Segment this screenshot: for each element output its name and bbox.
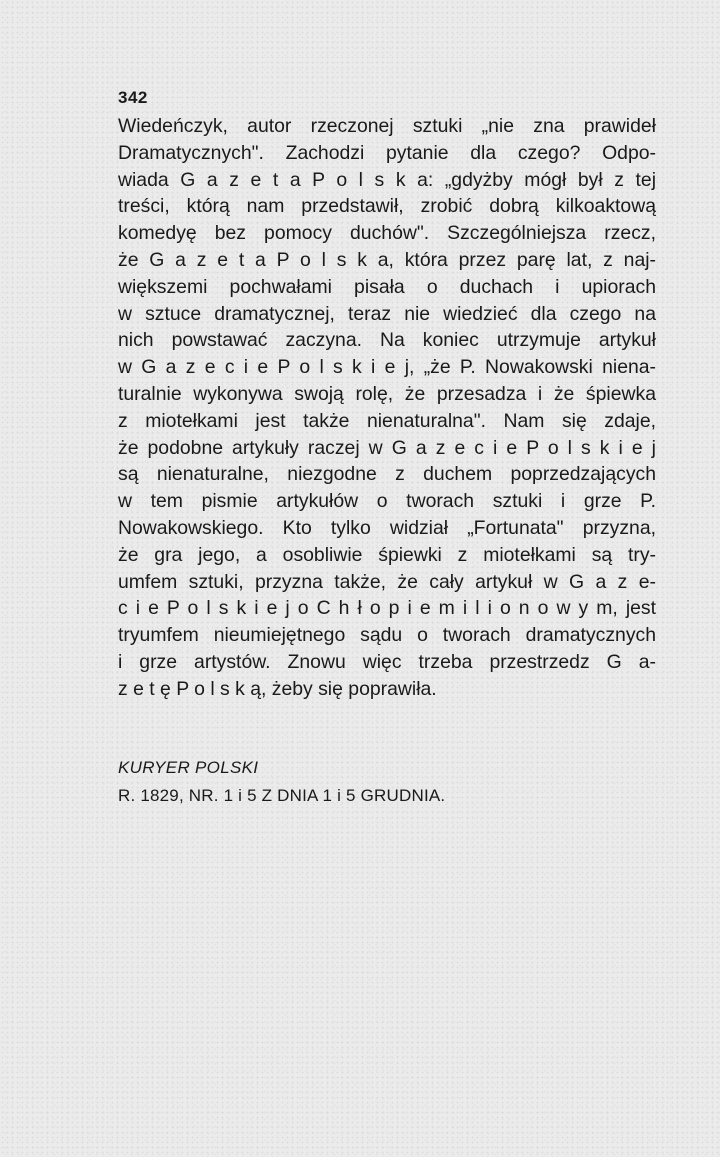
text-line: w G a z e c i e P o l s k i e j, „że P. Nowakowski niena- xyxy=(118,356,656,379)
text-line: i grze artystów. Znowu więc trzeba przestrzedz G a- xyxy=(118,650,656,673)
text-line: w sztuce dramatycznej, teraz nie wiedzieć dla czego na xyxy=(118,302,656,325)
source-title: KURYER POLSKI xyxy=(118,758,259,777)
text-line: nich powstawać zaczyna. Na koniec utrzymuje artykuł xyxy=(118,329,656,352)
text-line: w tem pismie artykułów o tworach sztuki i grze P. xyxy=(118,490,656,513)
text-line: komedyę bez pomocy duchów". Szczególniejsza rzecz, xyxy=(118,222,656,245)
text-line: c i e P o l s k i e j o C h ł o p i e m i l i o n o w y m, jest xyxy=(118,597,656,620)
text-line-last: z e t ę P o l s k ą, żeby się poprawiła. xyxy=(118,677,437,700)
text-line: że gra jego, a osobliwie śpiewki z miotełkami są try- xyxy=(118,543,656,566)
article-body xyxy=(118,113,656,703)
source-date: R. 1829, NR. 1 i 5 Z DNIA 1 i 5 GRUDNIA. xyxy=(118,786,446,805)
text-line: Nowakowskiego. Kto tylko widział „Fortunata" przyzna, xyxy=(118,516,656,539)
text-line: turalnie wykonywa swoją rolę, że przesadza i że śpiewka xyxy=(118,382,656,405)
text-line: że podobne artykuły raczej w G a z e c i e P o l s k i e j xyxy=(118,436,656,459)
text-line: z miotełkami jest także nienaturalna". Nam się zdaje, xyxy=(118,409,656,432)
text-line: są nienaturalne, niezgodne z duchem poprzedzających xyxy=(118,463,656,486)
text-line: Wiedeńczyk, autor rzeczonej sztuki „nie zna prawideł xyxy=(118,115,656,137)
source-citation xyxy=(118,754,678,810)
text-line: wiada G a z e t a P o l s k a: „gdyżby mógł był z tej xyxy=(118,168,656,191)
text-line: umfem sztuki, przyzna także, że cały artykuł w G a z e- xyxy=(118,570,656,593)
text-line: tryumfem nieumiejętnego sądu o tworach dramatycznych xyxy=(118,624,656,647)
text-line: Dramatycznych". Zachodzi pytanie dla czego? Odpo- xyxy=(118,141,656,164)
text-line: większemi pochwałami pisała o duchach i upiorach xyxy=(118,275,656,298)
text-line: treści, którą nam przedstawił, zrobić dobrą kilkoaktową xyxy=(118,195,656,218)
page-number: 342 xyxy=(118,88,148,107)
text-line: że G a z e t a P o l s k a, która przez parę lat, z naj- xyxy=(118,248,656,271)
